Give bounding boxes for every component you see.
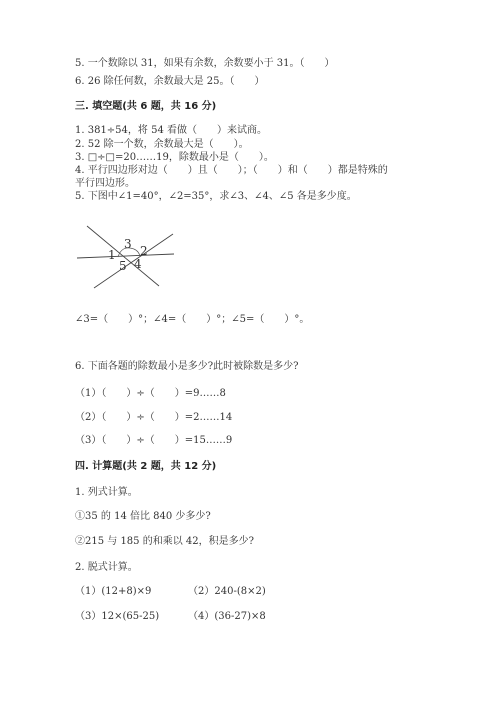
angle-label-5: 5	[119, 259, 127, 273]
fill-question-5: 5. 下图中∠1=40°，∠2=35°，求∠3、∠4、∠5 各是多少度。	[75, 191, 357, 202]
angle-answer-line: ∠3=（ ）°；∠4=（ ）°；∠5=（ ）°。	[75, 314, 310, 325]
fill-question-4: 4. 平行四边形对边（ ）且（ ）；（ ）和（ ）都是特殊的	[75, 165, 388, 176]
true-false-question-6: 6. 26 除任何数，余数最大是 25。（ ）	[75, 76, 265, 87]
calc-item-2: （2）240-(8×2)	[188, 586, 266, 597]
angle-label-3: 3	[124, 237, 132, 251]
division-row-3: （3）（ ）÷（ ）=15……9	[75, 435, 233, 446]
angle-label-4: 4	[134, 257, 142, 271]
division-row-2: （2）（ ）÷（ ）=2……14	[75, 412, 233, 423]
diagonal-line-down	[87, 226, 159, 286]
fill-question-3: 3. □÷□=20……19，除数最小是（ ）。	[75, 152, 274, 163]
fill-question-1: 1. 381÷54，将 54 看做（ ）来试商。	[75, 125, 267, 136]
section-4-title: 四. 计算题(共 2 题，共 12 分)	[75, 461, 217, 472]
angle-label-2: 2	[140, 244, 148, 258]
true-false-question-5: 5. 一个数除以 31，如果有余数，余数要小于 31。（ ）	[75, 58, 335, 69]
calc-question-1a: ①35 的 14 倍比 840 少多少?	[75, 511, 211, 522]
calc-question-1b: ②215 与 185 的和乘以 42，积是多少?	[75, 536, 254, 547]
angle-diagram	[74, 222, 184, 292]
division-row-1: （1）（ ）÷（ ）=9……8	[75, 388, 226, 399]
calc-question-2: 2. 脱式计算。	[75, 562, 138, 573]
calc-item-1: （1）(12+8)×9	[75, 586, 152, 597]
fill-question-6: 6. 下面各题的除数最小是多少?此时被除数是多少?	[75, 361, 299, 372]
fill-question-4-cont: 平行四边形。	[75, 178, 135, 189]
calc-item-3: （3）12×(65-25)	[75, 611, 160, 622]
horizontal-line	[77, 254, 174, 258]
section-3-title: 三. 填空题(共 6 题，共 16 分)	[75, 101, 217, 112]
fill-question-2: 2. 52 除一个数，余数最大是（ ）。	[75, 139, 249, 150]
calc-item-4: （4）(36-27)×8	[188, 611, 266, 622]
calc-question-1: 1. 列式计算。	[75, 487, 138, 498]
angle-label-1: 1	[108, 248, 116, 262]
